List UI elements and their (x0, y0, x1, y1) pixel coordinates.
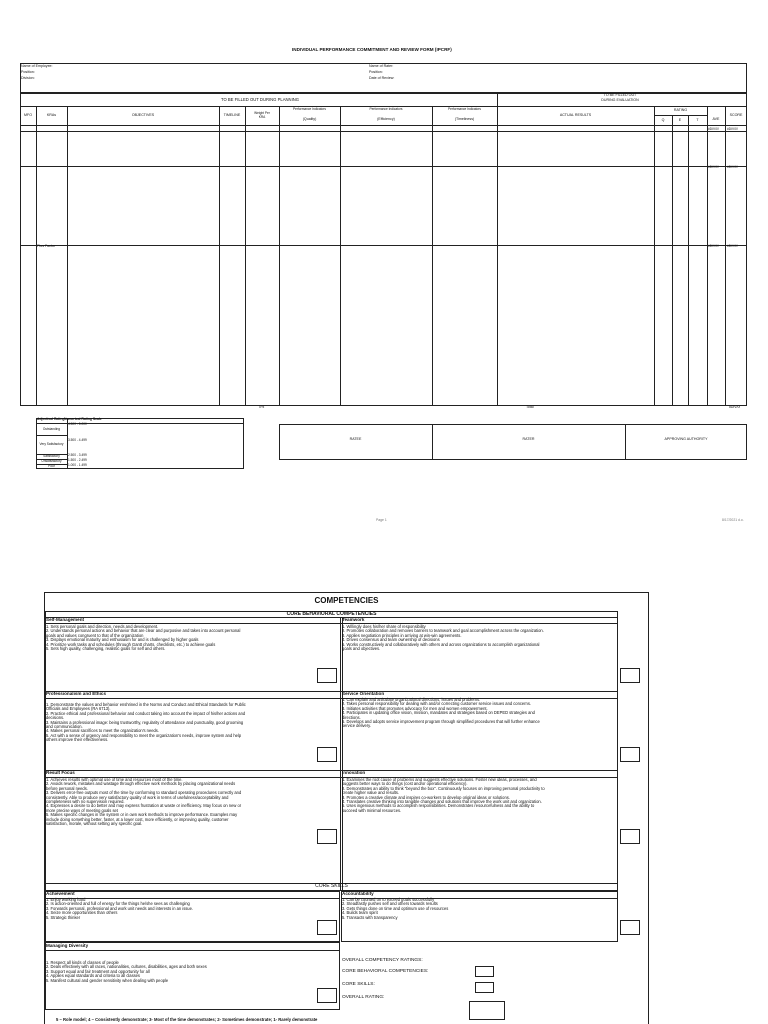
col-pi-efficiency-label: Performance Indicators (369, 107, 403, 111)
self-management-item: 5. Sets high quality, challenging, realistic goals for self and others. (46, 646, 166, 652)
self-management-item: 2. Understands personal actions and behavior that are clear and purposive and takes into account personal (46, 628, 241, 634)
core-behavioral-summary-box[interactable] (475, 966, 494, 977)
signatory-rater: RATER (522, 437, 535, 441)
scale-legend: 5 – Role model; 4 – Consistently demonstrate; 3- Most of the time demonstrates; 2- Sometimes demonstrate; 1- Rarely demonstrate (56, 1017, 318, 1022)
achievement-item: 1. Enjoy working hard (46, 897, 86, 902)
professionalism-item: and communication. (46, 724, 83, 730)
competencies-title: COMPETENCIES (314, 596, 379, 605)
service-orientation-item: 2. Takes personal responsibility for dealing with and/or correcting customer service issues and concerns. (342, 701, 532, 707)
professionalism-item: decisions. (46, 715, 65, 721)
self-management-item: 4. Prioritize work tasks and schedules (through Gantt charts, checklists, etc.) to achieve goals (46, 641, 216, 647)
result-focus-item: 5. Makes specific changes in the system or in own work methods to improve performance. Examples may (46, 812, 238, 818)
col-kras: KRAs (46, 113, 57, 117)
scale-num-poor: 1.000 - 1.499 (68, 463, 87, 467)
service-orientation-rating-box[interactable] (620, 747, 640, 762)
service-orientation-items (342, 698, 617, 729)
innovation-item: 2. Demonstrates an ability to think "beyond the box". Continuously focuses on improving personal productivity to (342, 785, 545, 791)
overall-competency-label: OVERALL COMPETENCY RATINGS: (342, 958, 423, 963)
core-behavioral-summary-label: CORE BEHAVIORAL COMPETENCIES: (342, 969, 429, 974)
scale-num-outstanding: 4.500 - 5.000 (68, 422, 87, 426)
overall-rating-box[interactable] (469, 1001, 505, 1020)
overall-rating-label: OVERALL RATING: (342, 995, 385, 1000)
result-focus-items (46, 778, 338, 826)
signatory-ratee: RATEE (349, 437, 362, 441)
col-pi-timeliness-label: Performance Indicators (448, 107, 481, 111)
col-objectives: OBJECTIVES (131, 113, 155, 117)
result-focus-item: 4. Expresses a desire to do better and may express frustration at waste or inefficiency. May focus on new or (46, 803, 242, 809)
result-focus-item: 3. Delivers error-free outputs most of the time by conforming to standard operating procedures correctly and (46, 790, 242, 796)
achievement-item: 4. Seize more opportunities than others (46, 910, 118, 916)
service-orientation-item: 3. Initiates activities that promotes advocacy for men and women empowerment. (342, 705, 488, 711)
self-management-rating-box[interactable] (317, 668, 337, 683)
innovation-title: Innovation (342, 770, 366, 775)
rater-position-label: Position: (369, 70, 383, 74)
scale-num-very-satisfactory: 3.500 - 4.499 (68, 438, 87, 442)
col-e: E (678, 118, 682, 122)
innovation-item: succeed with minimal resources. (342, 807, 402, 813)
planning-header: TO BE FILLED OUT DURING PLANNING (220, 97, 300, 102)
teamwork-item: 3. Applies negotiation principles in arriving at win-win agreements. (342, 632, 462, 638)
result-focus-rating-box[interactable] (317, 829, 337, 844)
innovation-items (342, 778, 617, 813)
col-actual-results: ACTUAL RESULTS (559, 113, 592, 117)
result-focus-item: consistently. Able to produce very satisfactory quality of work in terms of usefulness/acceptability and (46, 794, 229, 800)
result-focus-item: before personal needs. (46, 785, 88, 791)
managing-diversity-items (46, 961, 338, 983)
signatories-table (279, 424, 747, 460)
scale-adj-very-satisfactory: Very Satisfactory (39, 442, 64, 446)
accountability-rating-box[interactable] (620, 920, 640, 935)
plus-factor-label: Plus Factor (37, 244, 56, 248)
col-score: SCORE (729, 113, 743, 117)
employee-name-label: Name of Employee: (21, 64, 53, 68)
service-orientation-item: 5. Develops and adopts service improvement program through simplified procedures that will further enhance (342, 719, 540, 725)
col-efficiency: (Efficiency) (377, 117, 395, 121)
col-quality: (Quality) (302, 117, 317, 121)
professionalism-item: others improve their effectiveness. (46, 737, 109, 743)
achievement-item: 3. Forwards personal, professional and work unit needs and interests in an issue. (46, 905, 194, 911)
professionalism-items (46, 703, 338, 743)
evaluation-header-line2: DURING EVALUATION (601, 98, 639, 102)
professionalism-item: 4. Makes personal sacrifices to meet the organization's needs. (46, 728, 159, 734)
col-ave: AVE (712, 117, 720, 121)
achievement-rating-box[interactable] (317, 920, 337, 935)
col-mfo: MFO (24, 113, 32, 117)
core-skills-summary-box[interactable] (475, 982, 494, 993)
footer-date: 8/17/2021 d.o. (722, 518, 744, 522)
col-timeline: TIMELINE (223, 113, 241, 117)
rating-scale-head-adjectival: Adjectival Rating (37, 417, 65, 421)
teamwork-title: Teamwork (342, 617, 365, 622)
col-weight-line2: KRA (258, 115, 266, 119)
service-orientation-item: 1. Can explain and articulate organizational directions, issues and problems. (342, 697, 481, 702)
employee-position-label: Position: (21, 70, 35, 74)
result-focus-item: completeness with no supervision required. (46, 799, 125, 805)
innovation-item: 4. Translates creative thinking into tangible changes and solutions that improve the work unit and organization. (342, 799, 542, 805)
managing-diversity-item: 1. Respect all kinds of classes of people (46, 960, 119, 965)
employee-division-label: Division: (21, 76, 35, 80)
signatory-approving-authority: APPROVING AUTHORITY (664, 437, 708, 441)
self-management-item: 1. Sets personal goals and direction, needs and development. (46, 624, 159, 629)
accountability-item: 3. Gets things done on time and optimum use of resources (342, 905, 449, 911)
self-management-title: Self-Management (46, 617, 85, 622)
managing-diversity-item: 2. Deals effectively with all races, nationalities, cultures, disabilities, ages and both sexes (46, 964, 207, 970)
scale-adj-unsatisfactory: Unsatisfactory (41, 459, 62, 463)
managing-diversity-title: Managing Diversity (46, 943, 89, 948)
kra-table (20, 93, 747, 406)
row3-score: #DIV/0! (727, 244, 738, 248)
self-management-item: 3. Displays emotional maturity and enthusiasm for and is challenged by higher goals (46, 637, 199, 643)
achievement-item: 5. Strategic thinker (46, 914, 81, 920)
scale-adj-outstanding: Outstanding (42, 427, 61, 431)
professionalism-item: 3. Maintains a professional image: being trustworthy, regularity of attendance and punctuality, good grooming (46, 719, 244, 725)
accountability-items (342, 898, 617, 920)
row1-ave: #DIV/0! (708, 127, 719, 131)
achievement-title: Achievement (46, 891, 75, 896)
row2-ave: #DIV/0! (708, 165, 719, 169)
row3-ave: #DIV/0! (708, 244, 719, 248)
innovation-item: create higher value and results. (342, 790, 400, 796)
form-title: INDIVIDUAL PERFORMANCE COMMITMENT AND REVIEW FORM (IPCRF) (292, 47, 452, 52)
teamwork-item: 4. Drives consensus and team ownership of decisions (342, 637, 440, 643)
teamwork-item: 5. Works constructively and collaboratively with others and across organizations to accomplish organizational (342, 641, 540, 647)
accountability-title: Accountability (342, 891, 374, 896)
result-focus-item: 1. Achieves results with optimal use of time and resources most of the time. (46, 777, 183, 782)
scale-adj-satisfactory: Satisfactory (43, 454, 60, 458)
achievement-items (46, 898, 338, 920)
managing-diversity-rating-box[interactable] (317, 988, 337, 1003)
result-focus-title: Result Focus (46, 770, 75, 775)
innovation-item: 1. Examines the root cause of problems and suggests effective solutions. Foster new ideas, processes, and (342, 777, 537, 782)
total-value: #DIV/0! (729, 405, 741, 409)
innovation-rating-box[interactable] (620, 829, 640, 844)
innovation-item: 5. Uses ingenious methods to accomplish responsibilities. Demonstrates resourcefulness and the ability to (342, 803, 535, 809)
professionalism-item: Officials and Employees (RA 6713). (46, 706, 111, 712)
result-focus-item: 2. Avoids rework, mistakes and wastage through effective work methods by placing organizational needs (46, 781, 236, 787)
result-focus-item: satisfaction, morale, without setting any specific goal. (46, 821, 143, 827)
weight-total: 0% (259, 405, 265, 409)
col-t: T (696, 118, 699, 122)
scale-num-unsatisfactory: 1.500 - 2.499 (68, 458, 87, 462)
professionalism-item: 2. Practice ethical and professional behavior and conduct taking into account the impact of his/her actions and (46, 710, 246, 716)
result-focus-item: include doing something better, faster, at a lower cost, more efficiently, or improving quality, customer (46, 816, 229, 822)
self-management-item: goals and values congruent to that of the organization (46, 632, 144, 638)
result-focus-item: more precise ways of meeting goals set (46, 807, 118, 813)
accountability-item: 4. Builds team spirit (342, 910, 378, 916)
col-rating: RATING (673, 108, 688, 112)
rating-scale-head-numerical: Numerical Rating Scale (64, 417, 102, 421)
row2-score: #DIV/0! (727, 165, 738, 169)
professionalism-title: Professionalism and Ethics (46, 691, 106, 696)
achievement-item: 2. Is action-oriented and full of energy for the things he/she sees as challenging (46, 901, 190, 907)
accountability-item: 1. Can be counted on to exceed goals successfully (342, 897, 435, 902)
managing-diversity-item: 4. Applies equal standards and criteria to all classes (46, 973, 140, 979)
professionalism-rating-box[interactable] (317, 747, 337, 762)
col-pi-quality-label: Performance Indicators (293, 107, 326, 111)
core-skills-header: CORE SKILLS (315, 883, 348, 889)
accountability-item: 2. Steadfastly pushes self and others towards results (342, 901, 438, 907)
teamwork-item: 2. Promotes collaboration and removes barriers to teamwork and goal accomplishment across the organization. (342, 628, 544, 634)
accountability-item: 5. Transacts with transparency (342, 914, 398, 920)
service-orientation-item: service delivery. (342, 723, 372, 729)
review-date-label: Date of Review: (369, 76, 395, 80)
service-orientation-title: Service Orientation (342, 691, 385, 696)
innovation-item: 3. Promotes a creative climate and inspires co-workers to develop original ideas or solutions. (342, 794, 510, 800)
col-timeliness: (Timeliness) (454, 117, 475, 121)
service-orientation-item: 4. Participates in updating office vision, mission, mandates and strategies based on DEPED strategies and (342, 710, 535, 716)
service-orientation-item: directions. (342, 714, 361, 720)
innovation-item: suggests better ways to do things (cost and/or operational efficiency). (342, 781, 468, 787)
managing-diversity-item: 5. Manifest cultural and gender sensitivity when dealing with people (46, 977, 169, 983)
core-behavioral-header: CORE BEHAVIORAL COMPETENCIES (286, 611, 377, 617)
teamwork-item: 1. Willingly does his/her share of responsibility (342, 624, 426, 629)
teamwork-items (342, 625, 617, 651)
self-management-items (46, 625, 338, 651)
col-q: Q (661, 118, 665, 122)
professionalism-item: 5. Act with a sense of urgency and responsibility to meet the organization's needs, improve system and help (46, 732, 242, 738)
core-skills-summary-label: CORE SKILLS: (342, 982, 375, 987)
total-label: Total (526, 405, 534, 409)
teamwork-item: goals and objectives. (342, 646, 381, 652)
rater-name-label: Name of Rater: (369, 64, 394, 68)
scale-adj-poor: Poor (48, 464, 55, 468)
managing-diversity-item: 3. Support equal and fair treatment and opportunity for all (46, 968, 150, 974)
scale-num-satisfactory: 2.500 - 3.499 (68, 453, 87, 457)
row1-score: #DIV/0! (727, 127, 738, 131)
teamwork-rating-box[interactable] (620, 668, 640, 683)
footer-page: Page 1 (376, 518, 387, 522)
professionalism-item: 1. Demonstrate the values and behavior enshrined in the Norms and Conduct and Ethical Standards for Public (46, 702, 246, 707)
col-weight-line1: Weight Per (254, 111, 270, 115)
evaluation-header-line1: TO BE FILLED OUT (603, 93, 637, 97)
